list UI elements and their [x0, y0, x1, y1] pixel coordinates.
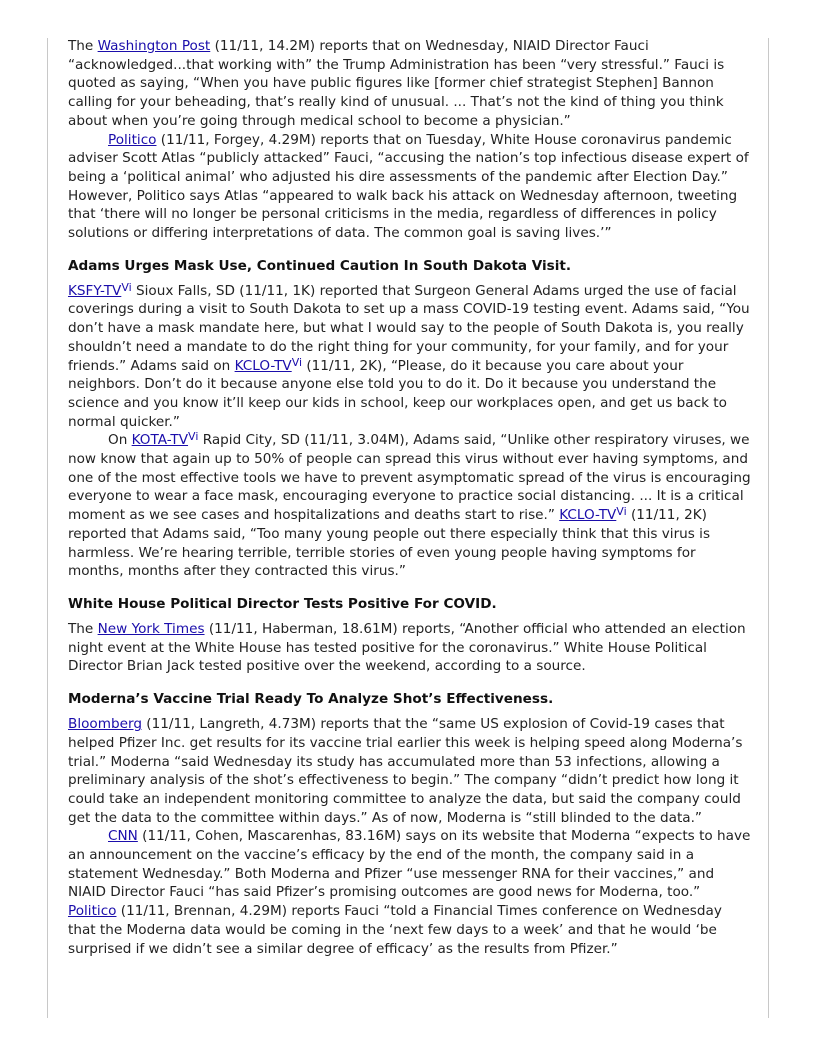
kclo-tv-link-2[interactable]: KCLO-TV	[559, 507, 617, 524]
video-icon[interactable]: Vi	[616, 505, 627, 519]
paragraph-ksfy: KSFY-$TV^{Vi}$ Sioux Falls, SD (11/11, 1K) reported that Surgeon General Adams urged the use of facial coverings during a visit to South Dakota to set up a mass COVID-19 testing event. Adams said, “You don’t have a mask mandate here, but what I would say to the people of South Dakota is, you really shouldn’t need a mandate to do the right thing for your community, for your family, and for your friends.” Adams said on KCLO-$TV^{Vi}$ (11/11, 2K), “Please, do it because you care about your neighbors. Don’t do it because anyone else told you to do it. Do it because you understand the science and you know it’ll keep our kids in school, keep our workplaces open, and get us back to normal quicker.”	[68, 280, 750, 430]
cnn-link[interactable]: CNN	[108, 828, 138, 845]
politico-link-2[interactable]: Politico	[68, 903, 117, 920]
kclo-tv-link[interactable]: KCLO-TV	[234, 357, 292, 374]
video-icon[interactable]: Vi	[121, 280, 132, 294]
ksfy-tv-link[interactable]: KSFY-TV	[68, 282, 122, 299]
paragraph-nyt: The New York Times (11/11, Haberman, 18.61M) reports, “Another official who attended an election night event at the White House has tested positive for the coronavirus.” White House Political Director Brian Jack tested positive over the weekend, according to a source.	[68, 620, 746, 675]
paragraph-cnn: CNN (11/11, Cohen, Mascarenhas, 83.16M) says on its website that Moderna “expects to have an announcement on the vaccine’s efficacy by the end of the month, the company said in a statement Wednesday.” Both Moderna and Pfizer “use messenger RNA for their vaccines,” and NIAID Director Fauci “has said Pfizer’s promising outcomes are good news for Moderna, too.” Politico (11/11, Brennan, 4.29M) reports Fauci “told a Financial Times conference on Wednesday that the Moderna data would be coming in the ‘next few days to a week’ and that he would ‘be surprised if we didn’t see a similar degree of efficacy’ as the results from Pfizer.”	[68, 828, 751, 957]
kota-tv-link[interactable]: KOTA-TV	[131, 432, 189, 449]
politico-link[interactable]: Politico	[108, 131, 157, 148]
page-border-right	[768, 38, 769, 1018]
bloomberg-link[interactable]: Bloomberg	[68, 716, 142, 733]
paragraph-politico-atlas: Politico (11/11, Forgey, 4.29M) reports that on Tuesday, White House coronavirus pandemic adviser Scott Atlas “publicly attacked” Fauci, “accusing the nation’s top infectious disease expert of being a ‘political animal’ who adjusted his dire assessments of the pandemic after Election Day.” However, Politico says Atlas “appeared to walk back his attack on Wednesday afternoon, tweeting that ‘there will no longer be personal criticisms in the media, regardless of differences in policy solutions or differing interpretations of data. The common goal is saving lives.’”	[68, 131, 749, 242]
video-icon[interactable]: Vi	[188, 430, 199, 444]
headline-moderna: Moderna’s Vaccine Trial Ready To Analyze Shot’s Effectiveness.	[68, 691, 554, 708]
washington-post-link[interactable]: Washington Post	[97, 38, 211, 54]
document-page	[68, 37, 752, 958]
paragraph-washington-post: The Washington Post (11/11, 14.2M) reports that on Wednesday, NIAID Director Fauci “acknowledged...that working with” the Trump Administration has been “very stressful.” Fauci is quoted as saying, “When you have public figures like [former chief strategist Stephen] Bannon calling for your beheading, that’s really kind of unusual. ... That’s not the kind of thing you think about when you’re going through medical school to become a physician.”	[68, 38, 725, 129]
paragraph-bloomberg: Bloomberg (11/11, Langreth, 4.73M) reports that the “same US explosion of Covid-19 cases that helped Pfizer Inc. get results for its vaccine trial earlier this week is helping speed along Moderna’s trial.” Moderna “said Wednesday its study has accumulated more than 53 infections, allowing a preliminary analysis of the shot’s effectiveness to begin.” The company “didn’t predict how long it could take an independent monitoring committee to analyze the data, but said the company could get the data to the committee within days.” As of now, Moderna is “still blinded to the data.”	[68, 716, 743, 826]
video-icon[interactable]: Vi	[291, 355, 303, 369]
headline-adams-mask: Adams Urges Mask Use, Continued Caution In South Dakota Visit.	[68, 257, 572, 274]
page-border-left	[47, 38, 48, 1018]
paragraph-kota: On KOTA-$TV^{Vi}$ Rapid City, SD (11/11, 3.04M), Adams said, “Unlike other respiratory viruses, we now know that again up to 50% of people can spread this virus without ever having symptoms, and one of the most effective tools we have to prevent asymptomatic spread of the virus is encouraging everyone to wear a face mask, encouraging everyone to practice social distancing. ... It is a critical moment as we see cases and hospitalizations and deaths start to rise.” KCLO-$TV^{Vi}$ (11/11, 2K) reported that Adams said, “Too many young people out there especially think that this virus is harmless. We’re hearing terrible, terrible stories of even young people having symptoms for months, months after they contracted this virus.”	[68, 430, 751, 580]
new-york-times-link[interactable]: New York Times	[97, 620, 205, 637]
headline-political-director: White House Political Director Tests Positive For COVID.	[68, 595, 497, 612]
